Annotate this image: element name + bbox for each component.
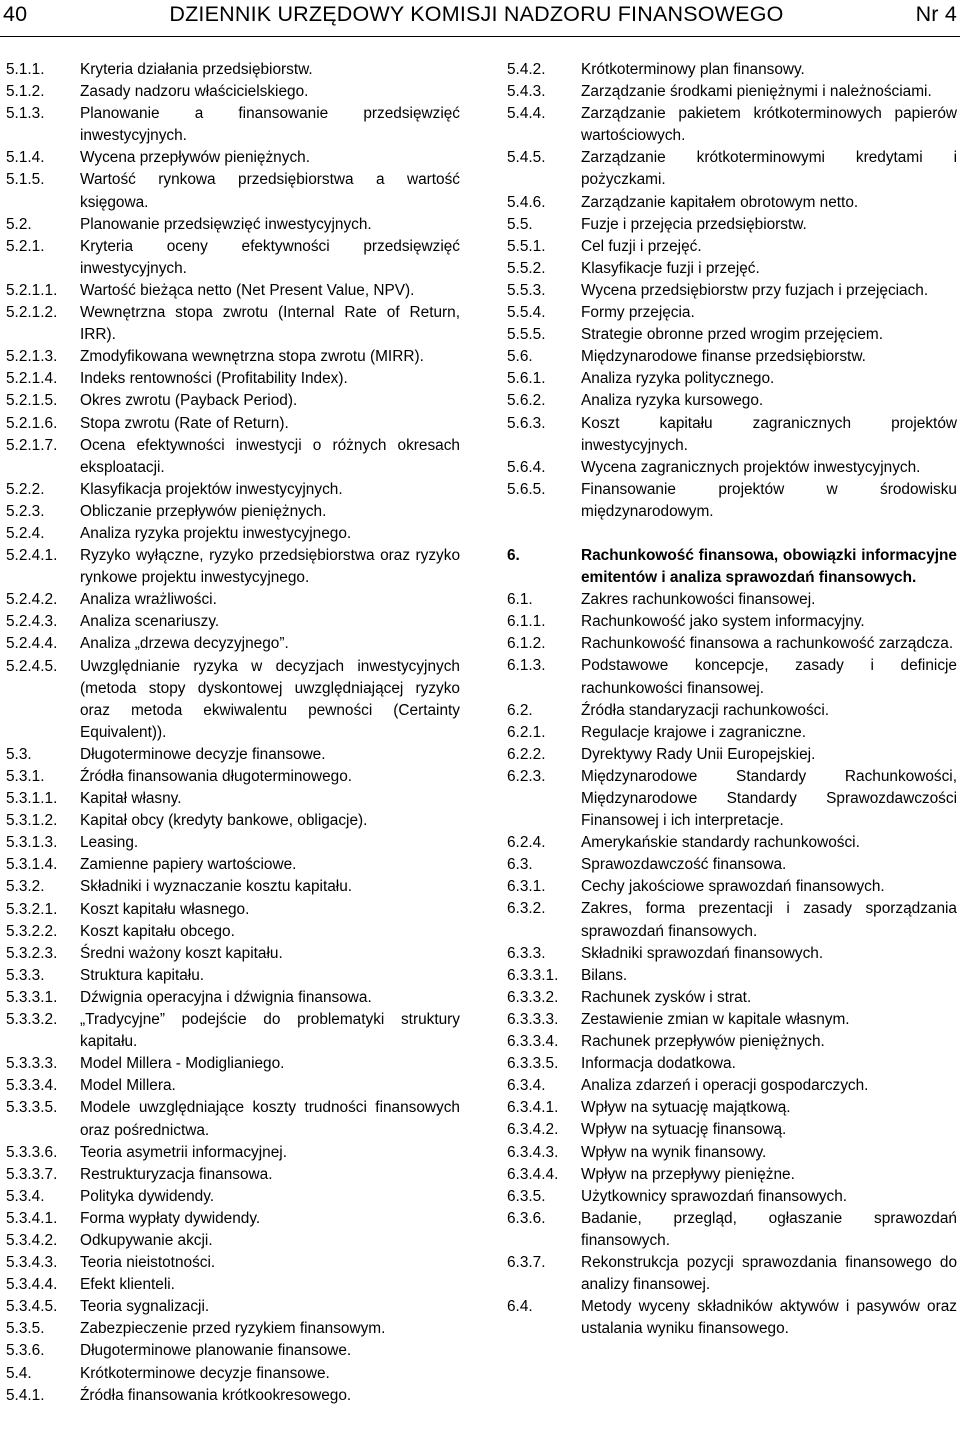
toc-entry bbox=[507, 854, 957, 876]
entry-text: Uwzględnianie ryzyka w decyzjach inwestycyjnych (metoda stopy dyskontowej uwzględniającej ryzyko oraz metoda ekwiwalentu pewności (Certainty Equivalent)). bbox=[80, 657, 460, 741]
toc-entry bbox=[6, 479, 460, 501]
entry-text: Zakres rachunkowości finansowej. bbox=[581, 591, 816, 609]
toc-entry bbox=[6, 1208, 460, 1230]
toc-entry bbox=[507, 413, 957, 457]
entry-text: Zasady nadzoru właścicielskiego. bbox=[80, 83, 309, 101]
entry-text: Koszt kapitału zagranicznych projektów inwestycyjnych. bbox=[581, 414, 957, 454]
entry-number: 6.3.2. bbox=[507, 900, 546, 918]
page-number: 40 bbox=[3, 2, 28, 26]
toc-entry bbox=[6, 766, 460, 788]
toc-entry bbox=[6, 744, 460, 766]
entry-text: Wpływ na sytuację majątkową. bbox=[581, 1099, 791, 1117]
toc-entry bbox=[6, 1097, 460, 1141]
entry-text: Wartość bieżąca netto (Net Present Value, NPV). bbox=[80, 281, 415, 299]
entry-number: 5.2.1.5. bbox=[6, 392, 58, 410]
entry-number: 5.3.4.3. bbox=[6, 1254, 58, 1272]
entry-number: 5.1.1. bbox=[6, 61, 45, 78]
entry-text: Wartość rynkowa przedsiębiorstwa a wartość księgowa. bbox=[80, 171, 460, 211]
entry-text: Koszt kapitału własnego. bbox=[80, 900, 250, 918]
entry-text: Zarządzanie krótkoterminowymi kredytami i pożyczkami. bbox=[581, 149, 957, 189]
toc-entry bbox=[6, 1385, 460, 1407]
toc-entry bbox=[507, 1009, 957, 1031]
toc-entry bbox=[6, 832, 460, 854]
entry-number: 5.3.3.3. bbox=[6, 1055, 58, 1073]
toc-entry bbox=[6, 611, 460, 633]
entry-text: Międzynarodowe finanse przedsiębiorstw. bbox=[581, 348, 866, 366]
entry-text: Teoria sygnalizacji. bbox=[80, 1298, 210, 1316]
toc-entry bbox=[507, 1186, 957, 1208]
entry-number: 6.4. bbox=[507, 1298, 533, 1316]
entry-number: 5.6.1. bbox=[507, 370, 546, 388]
entry-number: 5.2.4.3. bbox=[6, 613, 58, 631]
toc-entry bbox=[507, 744, 957, 766]
entry-text: Polityka dywidendy. bbox=[80, 1187, 215, 1205]
entry-text: Cechy jakościowe sprawozdań finansowych. bbox=[581, 878, 885, 896]
toc-entry bbox=[6, 103, 460, 147]
entry-text: Modele uwzględniające koszty trudności finansowych oraz pośrednictwa. bbox=[80, 1099, 460, 1139]
entry-number: 5.3.6. bbox=[6, 1342, 45, 1360]
toc-entry bbox=[507, 1119, 957, 1141]
toc-entry bbox=[507, 457, 957, 479]
entry-number: 5.6.2. bbox=[507, 392, 546, 410]
entry-number: 6.3.4.1. bbox=[507, 1099, 559, 1117]
entry-text: Zarządzanie pakietem krótkoterminowych papierów wartościowych. bbox=[581, 105, 957, 145]
toc-entry bbox=[507, 1296, 957, 1340]
toc-entry bbox=[507, 59, 957, 81]
entry-number: 5.3.1.4. bbox=[6, 856, 58, 874]
entry-number: 5.2.1.3. bbox=[6, 348, 58, 366]
toc-entry bbox=[507, 214, 957, 236]
toc-entry bbox=[507, 611, 957, 633]
page-header bbox=[0, 0, 960, 44]
entry-text: Wycena przedsiębiorstw przy fuzjach i przejęciach. bbox=[581, 281, 929, 299]
entry-text: Cel fuzji i przejęć. bbox=[581, 237, 702, 255]
toc-entry bbox=[507, 943, 957, 965]
toc-entry bbox=[6, 236, 460, 280]
toc-entry bbox=[507, 1075, 957, 1097]
entry-text: Indeks rentowności (Profitability Index). bbox=[80, 370, 348, 388]
toc-entry bbox=[6, 589, 460, 611]
entry-text: Źródła finansowania krótkookresowego. bbox=[80, 1386, 352, 1404]
entry-text: Rekonstrukcja pozycji sprawozdania finansowego do analizy finansowej. bbox=[581, 1253, 957, 1294]
entry-number: 6.3.3.2. bbox=[507, 988, 559, 1006]
entry-number: 6.1.2. bbox=[507, 635, 546, 653]
entry-text: Składniki sprawozdań finansowych. bbox=[581, 944, 824, 962]
entry-number: 6.3.4.3. bbox=[507, 1143, 559, 1161]
toc-entry bbox=[6, 523, 460, 545]
entry-text: Długoterminowe planowanie finansowe. bbox=[80, 1342, 352, 1360]
entry-text: Analiza zdarzeń i operacji gospodarczych. bbox=[581, 1077, 869, 1095]
toc-entry bbox=[6, 214, 460, 236]
entry-number: 6.3.4.4. bbox=[507, 1165, 559, 1183]
entry-text: Analiza ryzyka politycznego. bbox=[581, 370, 775, 388]
entry-number: 5.3.2.2. bbox=[6, 922, 58, 940]
toc-entry bbox=[507, 1164, 957, 1186]
entry-text: Analiza ryzyka projektu inwestycyjnego. bbox=[80, 524, 352, 542]
entry-text: Koszt kapitału obcego. bbox=[80, 922, 235, 940]
entry-number: 5.2.4.2. bbox=[6, 591, 58, 609]
toc-entry bbox=[507, 324, 957, 346]
entry-text: Analiza wrażliwości. bbox=[80, 591, 217, 609]
toc-entry bbox=[6, 876, 460, 898]
entry-number: 5.3.3.2. bbox=[6, 1011, 58, 1029]
toc-entry bbox=[507, 766, 957, 832]
entry-text: Model Millera. bbox=[80, 1077, 176, 1095]
entry-number: 5.2.1.6. bbox=[6, 414, 58, 432]
entry-number: 5.5.5. bbox=[507, 326, 546, 344]
entry-text: Kryteria działania przedsiębiorstw. bbox=[80, 61, 313, 78]
entry-text: Kapitał obcy (kredyty bankowe, obligacje). bbox=[80, 812, 368, 830]
entry-number: 5.2.4.5. bbox=[6, 657, 58, 675]
entry-number: 6.1. bbox=[507, 591, 533, 609]
entry-number: 5.6.5. bbox=[507, 480, 546, 498]
toc-entry bbox=[6, 545, 460, 589]
entry-number: 5.3.2.3. bbox=[6, 944, 58, 962]
entry-number: 5.2.1. bbox=[6, 237, 45, 255]
toc-entry bbox=[6, 1186, 460, 1208]
entry-number: 6. bbox=[507, 546, 520, 564]
toc-entry bbox=[507, 302, 957, 324]
entry-text: Zamienne papiery wartościowe. bbox=[80, 856, 297, 874]
entry-number: 6.3. bbox=[507, 856, 533, 874]
entry-text: Zarządzanie kapitałem obrotowym netto. bbox=[581, 193, 859, 211]
toc-entry bbox=[507, 1142, 957, 1164]
entry-number: 5.4. bbox=[6, 1364, 32, 1382]
entry-number: 5.4.1. bbox=[6, 1386, 45, 1404]
entry-text: Badanie, przegląd, ogłaszanie sprawozdań finansowych. bbox=[581, 1209, 957, 1249]
entry-text: Zabezpieczenie przed ryzykiem finansowym. bbox=[80, 1320, 386, 1338]
entry-number: 5.3.5. bbox=[6, 1320, 45, 1338]
entry-number: 5.1.2. bbox=[6, 83, 45, 101]
entry-text: Obliczanie przepływów pieniężnych. bbox=[80, 502, 327, 520]
left-column bbox=[6, 59, 460, 1407]
toc-entry bbox=[507, 103, 957, 147]
entry-text: Krótkoterminowy plan finansowy. bbox=[581, 61, 805, 78]
toc-entry bbox=[6, 788, 460, 810]
toc-entry bbox=[507, 236, 957, 258]
entry-number: 5.2.4.4. bbox=[6, 635, 58, 653]
entry-number: 5.5. bbox=[507, 215, 533, 233]
entry-text: Efekt klienteli. bbox=[80, 1276, 175, 1294]
entry-text: Planowanie a finansowanie przedsięwzięć inwestycyjnych. bbox=[80, 105, 460, 145]
toc-entry bbox=[6, 390, 460, 412]
entry-number: 6.3.7. bbox=[507, 1253, 546, 1271]
entry-number: 5.3.4.5. bbox=[6, 1298, 58, 1316]
toc-entry bbox=[6, 1274, 460, 1296]
toc-entry bbox=[6, 1340, 460, 1362]
entry-number: 5.3.4.2. bbox=[6, 1231, 58, 1249]
toc-entry bbox=[6, 854, 460, 876]
entry-text: „Tradycyjne” podejście do problematyki struktury kapitału. bbox=[80, 1011, 460, 1051]
entry-text: Formy przejęcia. bbox=[581, 304, 695, 322]
toc-entry bbox=[6, 987, 460, 1009]
entry-number: 5.6.3. bbox=[507, 414, 546, 432]
entry-number: 6.3.4.2. bbox=[507, 1121, 559, 1139]
toc-entry bbox=[507, 147, 957, 191]
entry-number: 5.4.5. bbox=[507, 149, 546, 167]
toc-entry bbox=[6, 633, 460, 655]
entry-text: Rachunkowość finansowa, obowiązki informacyjne emitentów i analiza sprawozdań finansowych. bbox=[581, 546, 957, 587]
toc-entry bbox=[6, 413, 460, 435]
toc-entry bbox=[6, 346, 460, 368]
entry-text: Źródła standaryzacji rachunkowości. bbox=[581, 701, 830, 719]
entry-number: 5.3.1.3. bbox=[6, 834, 58, 852]
entry-number: 6.3.3. bbox=[507, 944, 546, 962]
entry-text: Ryzyko wyłączne, ryzyko przedsiębiorstwa oraz ryzyko rynkowe projektu inwestycyjnego. bbox=[80, 547, 460, 587]
entry-text: Ocena efektywności inwestycji o różnych okresach eksploatacji. bbox=[80, 436, 460, 476]
right-column bbox=[507, 59, 957, 1340]
entry-number: 5.1.3. bbox=[6, 105, 45, 123]
toc-entry bbox=[507, 655, 957, 699]
toc-entry bbox=[6, 1075, 460, 1097]
entry-text: Sprawozdawczość finansowa. bbox=[581, 856, 787, 874]
entry-text: Dźwignia operacyjna i dźwignia finansowa. bbox=[80, 988, 372, 1006]
toc-entry bbox=[6, 921, 460, 943]
toc-entry bbox=[6, 81, 460, 103]
section-gap bbox=[507, 523, 957, 545]
entry-text: Analiza scenariuszy. bbox=[80, 613, 220, 631]
toc-entry bbox=[507, 722, 957, 744]
entry-number: 6.2.3. bbox=[507, 767, 546, 785]
entry-number: 5.3.2. bbox=[6, 878, 45, 896]
entry-text: Regulacje krajowe i zagraniczne. bbox=[581, 723, 806, 741]
entry-text: Fuzje i przejęcia przedsiębiorstw. bbox=[581, 215, 807, 233]
entry-number: 6.3.5. bbox=[507, 1187, 546, 1205]
entry-text: Wpływ na sytuację finansową. bbox=[581, 1121, 787, 1139]
entry-text: Wpływ na przepływy pieniężne. bbox=[581, 1165, 795, 1183]
toc-entry bbox=[507, 390, 957, 412]
header-rule bbox=[0, 36, 960, 37]
entry-text: Strategie obronne przed wrogim przejęciem. bbox=[581, 326, 883, 344]
entry-text: Amerykańskie standardy rachunkowości. bbox=[581, 834, 860, 852]
entry-text: Teoria nieistotności. bbox=[80, 1254, 216, 1272]
entry-text: Bilans. bbox=[581, 966, 628, 984]
toc-entry bbox=[6, 368, 460, 390]
toc-entry bbox=[6, 1142, 460, 1164]
toc-entry bbox=[6, 169, 460, 213]
entry-number: 6.2.4. bbox=[507, 834, 546, 852]
entry-number: 5.3.3.7. bbox=[6, 1165, 58, 1183]
entry-number: 6.1.3. bbox=[507, 657, 546, 675]
entry-text: Rachunek zysków i strat. bbox=[581, 988, 752, 1006]
toc-entry bbox=[507, 258, 957, 280]
entry-number: 5.4.2. bbox=[507, 61, 546, 78]
entry-text: Źródła finansowania długoterminowego. bbox=[80, 768, 353, 785]
entry-number: 5.3.3.4. bbox=[6, 1077, 58, 1095]
entry-text: Wycena przepływów pieniężnych. bbox=[80, 149, 310, 167]
entry-text: Wpływ na wynik finansowy. bbox=[581, 1143, 767, 1161]
toc-entry bbox=[507, 1097, 957, 1119]
entry-number: 5.3.4.1. bbox=[6, 1209, 58, 1227]
entry-text: Kapitał własny. bbox=[80, 790, 182, 808]
entry-number: 5.4.6. bbox=[507, 193, 546, 211]
section-heading bbox=[507, 545, 957, 589]
toc-entry bbox=[507, 81, 957, 103]
entry-text: Klasyfikacja projektów inwestycyjnych. bbox=[80, 480, 343, 498]
entry-text: Średni ważony koszt kapitału. bbox=[80, 944, 283, 962]
entry-text: Analiza ryzyka kursowego. bbox=[581, 392, 764, 410]
entry-number: 5.3.4.4. bbox=[6, 1276, 58, 1294]
entry-number: 5.1.4. bbox=[6, 149, 45, 167]
entry-number: 5.2.1.2. bbox=[6, 304, 58, 322]
entry-text: Dyrektywy Rady Unii Europejskiej. bbox=[581, 745, 816, 763]
entry-text: Międzynarodowe Standardy Rachunkowości, Międzynarodowe Standardy Sprawozdawczości Finansowej i ich interpretacje. bbox=[581, 767, 957, 830]
toc-entry bbox=[6, 1053, 460, 1075]
entry-text: Zakres, forma prezentacji i zasady sporządzania sprawozdań finansowych. bbox=[581, 900, 957, 940]
entry-text: Wycena zagranicznych projektów inwestycyjnych. bbox=[581, 458, 921, 476]
entry-text: Informacja dodatkowa. bbox=[581, 1055, 736, 1073]
issue-number: Nr 4 bbox=[915, 2, 957, 26]
entry-number: 6.3.3.5. bbox=[507, 1055, 559, 1073]
entry-number: 5.3.1. bbox=[6, 768, 45, 785]
toc-entry bbox=[507, 368, 957, 390]
entry-text: Zarządzanie środkami pieniężnymi i należnościami. bbox=[581, 83, 932, 101]
entry-number: 5.4.3. bbox=[507, 83, 546, 101]
toc-entry bbox=[507, 700, 957, 722]
toc-entry bbox=[6, 1252, 460, 1274]
toc-entry bbox=[507, 192, 957, 214]
entry-number: 5.3.2.1. bbox=[6, 900, 58, 918]
entry-number: 5.2. bbox=[6, 215, 32, 233]
entry-number: 5.1.5. bbox=[6, 171, 45, 189]
entry-number: 6.2.2. bbox=[507, 745, 546, 763]
entry-text: Odkupywanie akcji. bbox=[80, 1231, 213, 1249]
toc-entry bbox=[6, 147, 460, 169]
toc-entry bbox=[6, 1296, 460, 1318]
toc-entry bbox=[6, 965, 460, 987]
toc-entry bbox=[6, 943, 460, 965]
toc-entry bbox=[507, 633, 957, 655]
entry-number: 5.2.2. bbox=[6, 480, 45, 498]
toc-entry bbox=[507, 1031, 957, 1053]
toc-entry bbox=[507, 479, 957, 523]
entry-number: 5.2.1.7. bbox=[6, 436, 58, 454]
entry-text: Restrukturyzacja finansowa. bbox=[80, 1165, 273, 1183]
entry-number: 5.2.3. bbox=[6, 502, 45, 520]
entry-text: Teoria asymetrii informacyjnej. bbox=[80, 1143, 287, 1161]
entry-text: Forma wypłaty dywidendy. bbox=[80, 1209, 261, 1227]
toc-entry bbox=[6, 1164, 460, 1186]
entry-number: 6.1.1. bbox=[507, 613, 546, 631]
toc-entry bbox=[6, 302, 460, 346]
entry-number: 5.2.4.1. bbox=[6, 547, 58, 565]
entry-number: 5.2.1.4. bbox=[6, 370, 58, 388]
journal-title: DZIENNIK URZĘDOWY KOMISJI NADZORU FINANSOWEGO bbox=[169, 2, 784, 26]
entry-number: 5.6.4. bbox=[507, 458, 546, 476]
entry-text: Klasyfikacje fuzji i przejęć. bbox=[581, 259, 760, 277]
toc-entry bbox=[507, 987, 957, 1009]
entry-text: Rachunek przepływów pieniężnych. bbox=[581, 1033, 825, 1051]
toc-entry bbox=[507, 589, 957, 611]
entry-number: 6.3.6. bbox=[507, 1209, 546, 1227]
entry-text: Metody wyceny składników aktywów i pasywów oraz ustalania wyniku finansowego. bbox=[581, 1298, 957, 1338]
entry-number: 5.5.1. bbox=[507, 237, 546, 255]
toc-entry bbox=[507, 965, 957, 987]
entry-text: Zestawienie zmian w kapitale własnym. bbox=[581, 1010, 850, 1028]
entry-text: Model Millera - Modiglianiego. bbox=[80, 1055, 285, 1073]
entry-text: Okres zwrotu (Payback Period). bbox=[80, 392, 298, 410]
toc-entry bbox=[507, 876, 957, 898]
entry-number: 5.4.4. bbox=[507, 105, 546, 123]
toc-entry bbox=[507, 1053, 957, 1075]
toc-entry bbox=[507, 898, 957, 942]
entry-number: 5.3.4. bbox=[6, 1187, 45, 1205]
entry-number: 6.3.4. bbox=[507, 1077, 546, 1095]
entry-number: 6.3.3.1. bbox=[507, 966, 559, 984]
entry-number: 6.2. bbox=[507, 701, 533, 719]
entry-number: 5.5.3. bbox=[507, 281, 546, 299]
entry-number: 6.3.3.4. bbox=[507, 1033, 559, 1051]
toc-entry bbox=[6, 280, 460, 302]
entry-text: Wewnętrzna stopa zwrotu (Internal Rate of Return, IRR). bbox=[80, 304, 460, 344]
entry-number: 6.2.1. bbox=[507, 723, 546, 741]
entry-number: 5.3. bbox=[6, 745, 32, 763]
entry-text: Krótkoterminowe decyzje finansowe. bbox=[80, 1364, 330, 1382]
toc-entry bbox=[6, 1230, 460, 1252]
entry-number: 5.5.4. bbox=[507, 304, 546, 322]
toc-entry bbox=[6, 899, 460, 921]
entry-text: Kryteria oceny efektywności przedsięwzięć inwestycyjnych. bbox=[80, 237, 460, 277]
entry-number: 5.3.3.6. bbox=[6, 1143, 58, 1161]
toc-entry bbox=[6, 1318, 460, 1340]
entry-text: Użytkownicy sprawozdań finansowych. bbox=[581, 1187, 848, 1205]
entry-text: Zmodyfikowana wewnętrzna stopa zwrotu (MIRR). bbox=[80, 348, 424, 366]
entry-text: Struktura kapitału. bbox=[80, 966, 205, 984]
entry-number: 5.2.1.1. bbox=[6, 281, 58, 299]
entry-text: Rachunkowość jako system informacyjny. bbox=[581, 613, 865, 631]
toc-entry bbox=[6, 810, 460, 832]
entry-text: Leasing. bbox=[80, 834, 139, 852]
toc-entry bbox=[6, 59, 460, 81]
toc-entry bbox=[6, 1009, 460, 1053]
toc-entry bbox=[507, 1208, 957, 1252]
entry-number: 5.3.3. bbox=[6, 966, 45, 984]
entry-number: 5.3.1.2. bbox=[6, 812, 58, 830]
toc-entry bbox=[6, 435, 460, 479]
entry-number: 5.3.3.1. bbox=[6, 988, 58, 1006]
toc-entry bbox=[6, 1363, 460, 1385]
entry-text: Planowanie przedsięwzięć inwestycyjnych. bbox=[80, 215, 372, 233]
entry-text: Składniki i wyznaczanie kosztu kapitału. bbox=[80, 878, 353, 896]
entry-number: 6.3.3.3. bbox=[507, 1010, 559, 1028]
toc-entry bbox=[507, 346, 957, 368]
entry-text: Podstawowe koncepcje, zasady i definicje rachunkowości finansowej. bbox=[581, 657, 957, 697]
entry-text: Analiza „drzewa decyzyjnego”. bbox=[80, 635, 289, 653]
entry-number: 6.3.1. bbox=[507, 878, 546, 896]
entry-number: 5.3.1.1. bbox=[6, 790, 58, 808]
entry-number: 5.2.4. bbox=[6, 524, 45, 542]
toc-entry bbox=[507, 280, 957, 302]
entry-number: 5.6. bbox=[507, 348, 533, 366]
toc-entry bbox=[6, 501, 460, 523]
toc-entry bbox=[507, 1252, 957, 1296]
toc-entry bbox=[507, 832, 957, 854]
entry-text: Rachunkowość finansowa a rachunkowość zarządcza. bbox=[581, 635, 954, 653]
entry-number: 5.5.2. bbox=[507, 259, 546, 277]
entry-text: Długoterminowe decyzje finansowe. bbox=[80, 745, 326, 763]
entry-text: Finansowanie projektów w środowisku międzynarodowym. bbox=[581, 480, 957, 520]
entry-number: 5.3.3.5. bbox=[6, 1099, 58, 1117]
entry-text: Stopa zwrotu (Rate of Return). bbox=[80, 414, 289, 432]
toc-entry bbox=[6, 656, 460, 744]
